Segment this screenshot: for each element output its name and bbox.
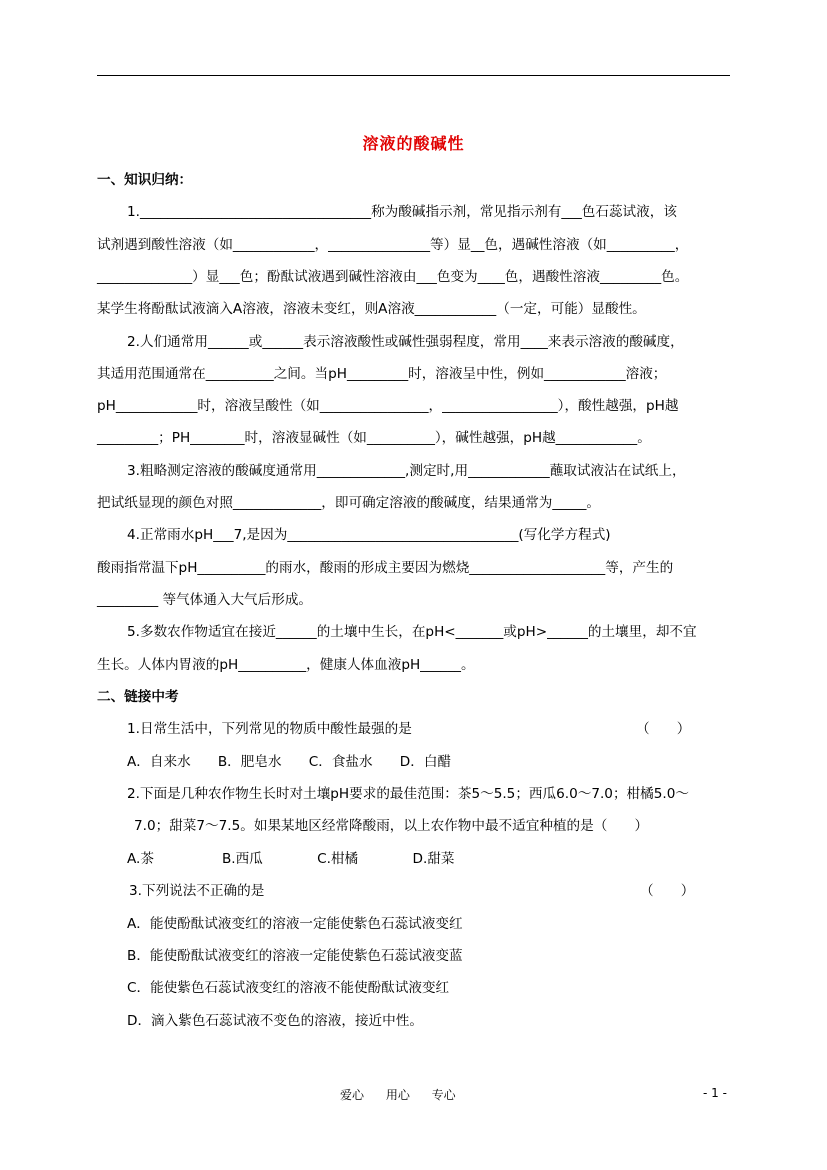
answer-bracket: （ ）: [636, 721, 691, 737]
option-b: B．能使酚酞试液变红的溶液一定能使紫色石蕊试液变蓝: [127, 948, 463, 964]
text-line: ______________）显___色；酚酞试液遇到碱性溶液由___色变为____色，遇酸性溶液_________色。: [97, 269, 689, 285]
text-line: _________ 等气体通入大气后形成。: [97, 592, 313, 608]
text-line: 4.正常雨水pH___7,是因为__________________________________(写化学方程式): [127, 527, 611, 543]
page-number: - 1 -: [703, 1086, 727, 1100]
text-line: _________；PH________时，溶液显碱性（如__________），碱性越强，pH越____________。: [97, 430, 651, 446]
header-rule: [97, 75, 730, 76]
section-heading-exam: 二、链接中考: [97, 689, 179, 705]
text-line: 1.__________________________________称为酸碱指示剂，常见指示剂有___色石蕊试液，该: [127, 204, 677, 220]
text-line: 5.多数农作物适宜在接近______的土壤中生长，在pH<_______或pH>______的土壤里，却不宜: [127, 624, 697, 640]
option-d: D．滴入紫色石蕊试液不变色的溶液，接近中性。: [127, 1013, 423, 1029]
text-line: 某学生将酚酞试液滴入A溶液，溶液未变红，则A溶液____________（一定，可能）显酸性。: [97, 301, 646, 317]
text-line: 酸雨指常温下pH__________的雨水，酸雨的形成主要因为燃烧____________________等，产生的: [97, 560, 674, 576]
question-options: A．自来水 B．肥皂水 C．食盐水 D．白醋: [127, 754, 452, 770]
text-line: 生长。人体内胃液的pH__________，健康人体血液pH______。: [97, 657, 475, 673]
text-line: 把试纸显现的颜色对照_____________，即可确定溶液的酸碱度，结果通常为_____。: [97, 495, 600, 511]
question-text: 7.0；甜菜7～7.5。如果某地区经常降酸雨，以上农作物中最不适宜种植的是（ ）: [134, 818, 649, 834]
text-line: 其适用范围通常在__________之间。当pH_________时，溶液呈中性，例如____________溶液；: [97, 366, 667, 382]
answer-bracket: （ ）: [640, 883, 695, 899]
option-a: A．能使酚酞试液变红的溶液一定能使紫色石蕊试液变红: [127, 916, 463, 932]
question-options: A.茶 B.西瓜 C.柑橘 D.甜菜: [127, 851, 455, 867]
question-text: 3.下列说法不正确的是: [129, 883, 265, 899]
text-line: 试剂遇到酸性溶液（如____________，_______________等）显__色，遇碱性溶液（如__________，: [97, 237, 689, 253]
text-line: 3.粗略测定溶液的酸碱度通常用_____________,测定时,用____________蘸取试液沾在试纸上，: [127, 463, 686, 479]
text-line: pH____________时，溶液呈酸性（如________________，_________________），酸性越强，pH越: [97, 398, 679, 414]
question-text: 1.日常生活中，下列常见的物质中酸性最强的是: [127, 721, 412, 737]
option-c: C．能使紫色石蕊试液变红的溶液不能使酚酞试液变红: [127, 980, 450, 996]
document-title: 溶液的酸碱性: [362, 134, 465, 153]
footer-slogan: 爱心 用心 专心: [340, 1088, 456, 1102]
text-line: 2.人们通常用______或______表示溶液酸性或碱性强弱程度，常用____来表示溶液的酸碱度，: [127, 334, 684, 350]
section-heading-knowledge: 一、知识归纳：: [97, 172, 193, 188]
question-text: 2.下面是几种农作物生长时对土壤pH要求的最佳范围：茶5～5.5；西瓜6.0～7.0；柑橘5.0～: [127, 786, 689, 802]
